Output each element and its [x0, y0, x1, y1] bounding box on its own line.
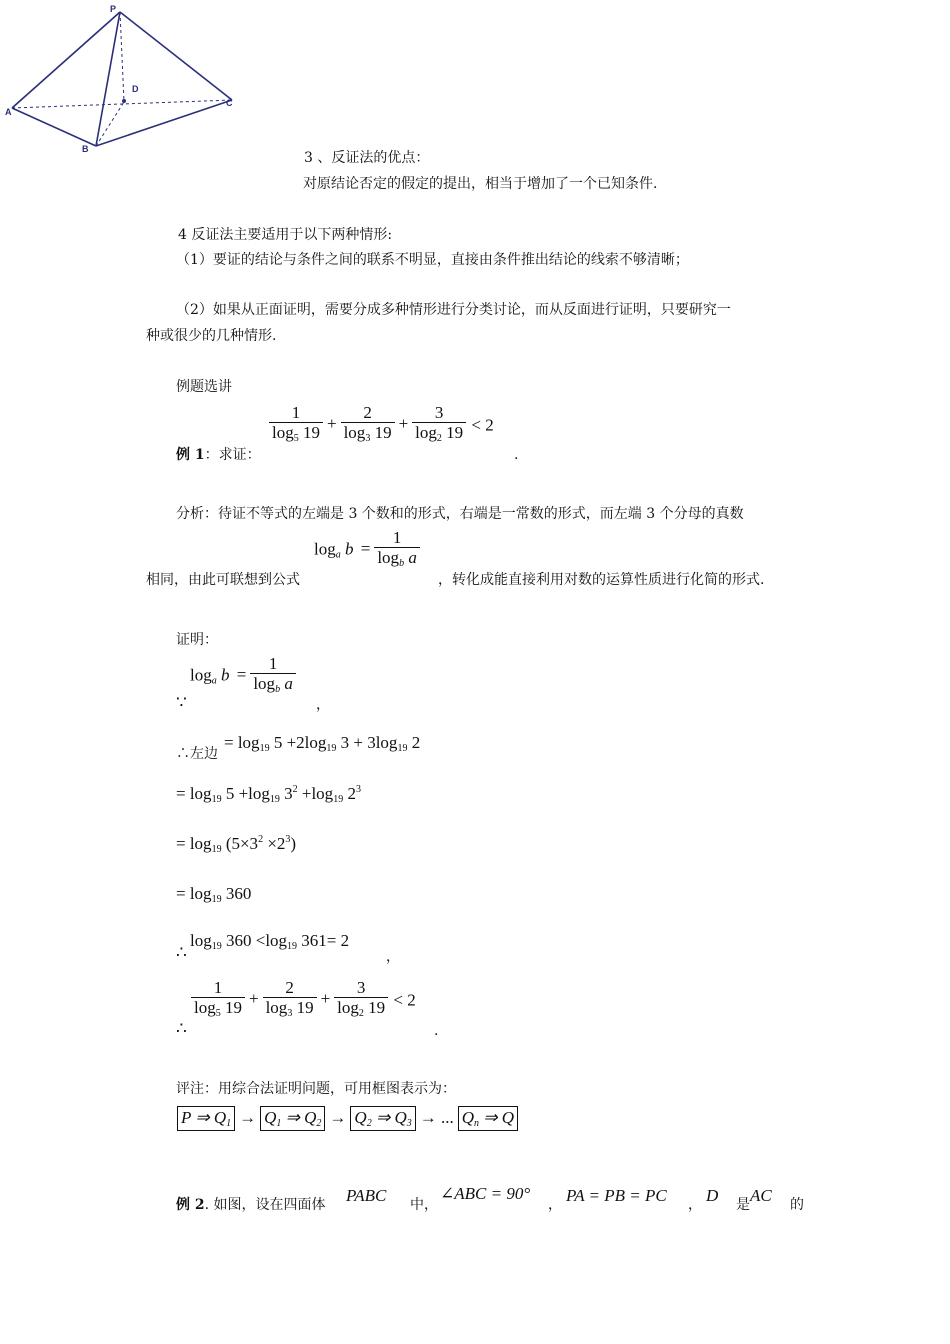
flow-box-1: P ⇒ $Q_1$	[177, 1106, 235, 1131]
flow-box-2: $Q_1$ ⇒ $Q_2$	[260, 1106, 325, 1131]
proof-period: .	[434, 1023, 439, 1039]
fraction-1: $\frac{1}{\log_5 19}$	[269, 403, 323, 448]
analysis-line1: 分析：待证不等式的左端是 3 个数和的形式，右端是一常数的形式，而左端 3 个分母的真数	[176, 506, 744, 522]
example2-equal: PA = PB = PC	[566, 1186, 667, 1205]
section4-title: 4 反证法主要适用于以下两种情形:	[178, 227, 393, 243]
analysis-line2-b: ，转化成能直接利用对数的运算性质进行化简的形式.	[438, 572, 765, 588]
remark-text: 评注：用综合法证明问题，可用框图表示为：	[176, 1081, 456, 1097]
section4-item2-line1: （2）如果从正面证明，需要分成多种情形进行分类讨论，而从反面进行证明，只要研究一	[176, 302, 731, 318]
example2-sep2: ，	[688, 1197, 702, 1213]
flow-box-3: $Q_2$ ⇒ $Q_3$	[350, 1106, 415, 1131]
label-D: D	[132, 84, 139, 94]
example2-D: D	[706, 1186, 719, 1205]
therefore-left: ∴左边	[176, 746, 218, 762]
label-A: A	[5, 107, 12, 117]
therefore-symbol-1: ∴	[176, 943, 187, 963]
section4-item1: （1）要证的结论与条件之间的联系不明显，直接由条件推出结论的线索不够清晰；	[176, 252, 689, 268]
proof-heading: 证明：	[176, 632, 218, 648]
example2-tetra: PABC	[346, 1186, 387, 1205]
example2-is: 是	[736, 1197, 750, 1213]
label-P: P	[110, 4, 117, 14]
example1-prompt: 例 1：求证：	[176, 447, 261, 463]
proof-step-1: = $\log_{19} 5 +2\log_{19}$ $3 + 3\log_{19}$ 2	[224, 733, 421, 754]
proof-step-4: = $\log_{19} 360$	[176, 884, 252, 905]
example1-period: .	[514, 447, 519, 463]
example1-inequality: $\frac{1}{\log_5 19}$ + $\frac{2}{\log_3 19}$ + $\frac{3}{\log_2 19}$ < 2	[268, 403, 494, 448]
proof-comma-1: ，	[316, 697, 330, 713]
flow-box-n: $Q_n$ ⇒ Q	[458, 1106, 518, 1131]
change-of-base-formula: $\log_a b$ = $\frac{1}{\log_b a}$	[314, 528, 421, 573]
therefore-symbol-2: ∴	[176, 1019, 187, 1039]
label-B: B	[82, 144, 89, 154]
proof-step-2: = $\log_{19} 5 +\log_{19}$ $3^2 +\log_{19}$ $2^3$	[176, 784, 361, 805]
section3-title: 3 、反证法的优点：	[304, 150, 430, 166]
label-C: C	[226, 98, 233, 108]
proof-step-3: = $\log_{19} (5\times 3^2 \times 2^3)$	[176, 834, 297, 855]
example2-AC: AC	[750, 1186, 772, 1205]
proof-conclusion: $\frac{1}{\log_5 19}$ + $\frac{2}{\log_3 19}$ + $\frac{3}{\log_2 19}$ < 2	[190, 978, 416, 1023]
fraction-3: $\frac{3}{\log_2 19}$	[412, 403, 466, 448]
section4-item2-line2: 种或很少的几种情形.	[146, 328, 277, 344]
proof-formula: $\log_a b$ = $\frac{1}{\log_b a}$	[190, 654, 297, 699]
example2-of: 的	[790, 1197, 804, 1213]
example2-prompt: 例 2. 如图，设在四面体	[176, 1197, 326, 1213]
flow-diagram: P ⇒ $Q_1 \to Q_1$ ⇒ $Q_2 \to Q_2$ ⇒ $Q_3$ → ... $Q_n$ ⇒ Q	[177, 1106, 518, 1131]
fraction-2: $\frac{2}{\log_3 19}$	[341, 403, 395, 448]
because-symbol: ∵	[176, 693, 187, 713]
example2-sep1: ，	[548, 1197, 562, 1213]
proof-step-5: $\log_{19} 360 <\log_{19}$ 361= 2	[190, 931, 350, 952]
example2-mid: 中，	[410, 1197, 438, 1213]
examples-heading: 例题选讲	[176, 379, 232, 395]
proof-comma-2: ，	[386, 949, 400, 965]
tetrahedron-figure	[0, 0, 250, 160]
example2-angle: ∠ABC = 90°	[440, 1184, 531, 1203]
analysis-line2-a: 相同，由此可联想到公式	[146, 572, 300, 588]
section3-body: 对原结论否定的假定的提出，相当于增加了一个已知条件.	[303, 176, 658, 192]
